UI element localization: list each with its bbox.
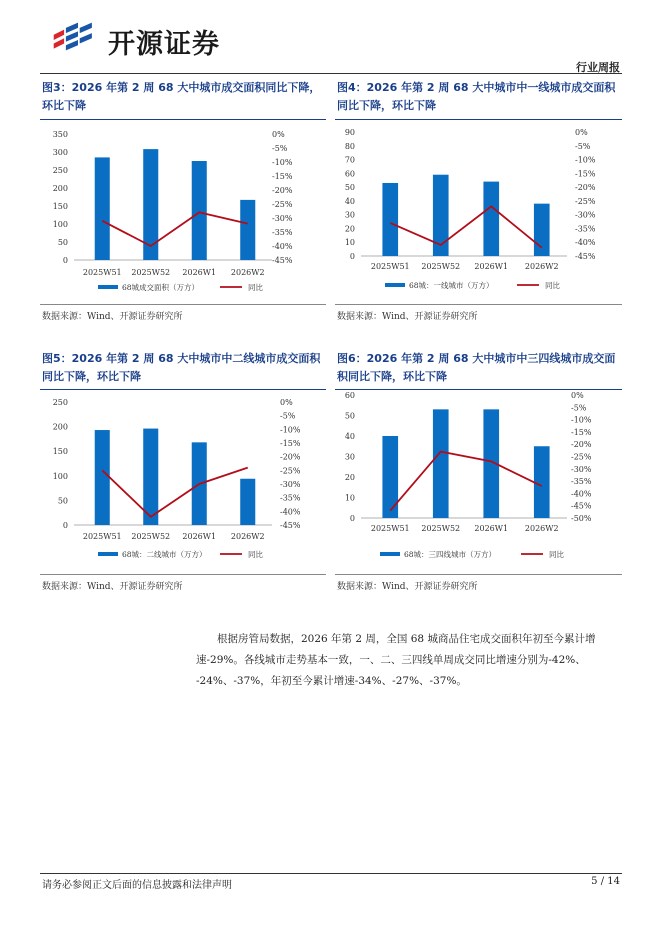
- bar: [95, 157, 110, 260]
- y-tick-label: 40: [344, 196, 355, 206]
- y-tick-label: 50: [57, 496, 68, 506]
- x-tick-label: 2026W2: [230, 532, 265, 541]
- y2-tick-label: -25%: [571, 452, 592, 462]
- y-tick-label: 200: [52, 184, 68, 193]
- x-tick-label: 2025W52: [131, 268, 171, 277]
- x-tick-label: 2025W51: [82, 532, 122, 541]
- y2-tick-label: -50%: [571, 514, 592, 523]
- y-tick-label: 60: [344, 391, 355, 400]
- x-tick-label: 2026W1: [474, 262, 509, 271]
- y2-tick-label: -15%: [272, 172, 293, 181]
- brand-name: 开源证券: [108, 29, 220, 60]
- body-line-3: -24%、-37%，年初至今累计增速-34%、-27%、-37%。: [196, 675, 467, 687]
- y2-tick-label: -15%: [280, 439, 301, 448]
- y-tick-label: 150: [52, 447, 68, 457]
- y2-tick-label: -40%: [272, 242, 293, 251]
- body-line-2: 速-29%。各线城市走势基本一致，一、二、三四线单周成交同比增速分别为-42%、: [196, 654, 586, 666]
- y-tick-label: 30: [344, 452, 355, 462]
- bar: [382, 183, 398, 256]
- figure-5-title: 图5：2026 年第 2 周 68 大中城市中二线城市成交面积同比下降，环比下降: [42, 352, 321, 383]
- header-divider: [40, 73, 622, 74]
- y2-tick-label: -35%: [280, 493, 301, 503]
- x-tick-label: 2025W52: [131, 532, 171, 541]
- y-tick-label: 30: [344, 210, 355, 220]
- bar: [240, 479, 255, 525]
- legend-bar-swatch: [385, 283, 405, 287]
- y-tick-label: 0: [349, 514, 355, 523]
- report-type-label: 行业周报: [576, 61, 620, 74]
- legend-bar-label: 68城成交面积（万方）: [122, 283, 200, 292]
- figure-3-title-rule: [40, 119, 326, 120]
- y-tick-label: 20: [344, 473, 355, 482]
- legend-bar-swatch: [98, 552, 118, 556]
- y2-tick-label: -15%: [571, 427, 592, 437]
- bar: [483, 182, 499, 256]
- brand-logo-icon: [52, 20, 104, 60]
- y2-tick-label: -25%: [575, 196, 596, 206]
- figure-3-title: 图3：2026 年第 2 周 68 大中城市成交面积同比下降，环比下降: [42, 81, 321, 112]
- y-tick-label: 90: [344, 128, 355, 137]
- y-tick-label: 0: [62, 521, 68, 530]
- y2-tick-label: -35%: [575, 224, 596, 234]
- figure-5-source-rule: [40, 574, 326, 575]
- y2-tick-label: -40%: [280, 507, 301, 517]
- figure-4-chart: [335, 122, 622, 302]
- figure-4-title-rule: [335, 119, 622, 120]
- legend-line-label: 同比: [549, 550, 564, 559]
- y-tick-label: 350: [52, 130, 68, 139]
- x-tick-label: 2026W2: [524, 262, 559, 271]
- figure-4-source-rule: [335, 304, 622, 305]
- footer-disclaimer: 请务必参阅正文后面的信息披露和法律声明: [42, 880, 232, 891]
- y2-tick-label: -45%: [571, 501, 592, 511]
- bar: [240, 200, 255, 260]
- y-tick-label: 50: [344, 183, 355, 193]
- y-tick-label: 80: [344, 141, 355, 151]
- y2-tick-label: -25%: [280, 466, 301, 476]
- y2-tick-label: -45%: [272, 256, 293, 265]
- y-tick-label: 40: [344, 432, 355, 441]
- y-tick-label: 250: [52, 166, 68, 175]
- figure-3-chart: [40, 122, 326, 302]
- legend-line-label: 同比: [545, 281, 560, 290]
- x-tick-label: 2026W1: [182, 532, 217, 541]
- bar: [433, 409, 449, 518]
- bar: [192, 161, 207, 260]
- legend-line-label: 同比: [248, 283, 263, 292]
- figure-4-source: 数据来源：Wind、开源证券研究所: [337, 312, 478, 322]
- x-tick-label: 2026W2: [230, 268, 265, 277]
- legend-bar-label: 68城：三四线城市（万方）: [404, 550, 497, 559]
- legend-bar-label: 68城：一线城市（万方）: [409, 281, 494, 290]
- x-tick-label: 2025W52: [421, 262, 461, 271]
- x-tick-label: 2026W1: [182, 268, 217, 277]
- series-line-yoy: [390, 206, 542, 247]
- y-tick-label: 50: [57, 238, 68, 247]
- y-tick-label: 100: [52, 471, 68, 481]
- figure-3-source-rule: [40, 304, 326, 305]
- y-tick-label: 200: [52, 422, 68, 432]
- y2-tick-label: -10%: [280, 425, 301, 435]
- figure-6-chart: [335, 385, 622, 572]
- y2-tick-label: -40%: [575, 238, 596, 248]
- y2-tick-label: -5%: [571, 403, 587, 413]
- y-tick-label: 20: [344, 224, 355, 234]
- figure-5-chart: [40, 392, 326, 572]
- x-tick-label: 2025W51: [370, 262, 410, 271]
- figure-5-source: 数据来源：Wind、开源证券研究所: [42, 582, 183, 592]
- y2-tick-label: -30%: [571, 464, 592, 474]
- y2-tick-label: -20%: [575, 183, 596, 193]
- bar: [534, 446, 550, 518]
- y2-tick-label: -15%: [575, 169, 596, 179]
- y2-tick-label: -25%: [272, 200, 293, 209]
- figure-3-source: 数据来源：Wind、开源证券研究所: [42, 312, 183, 322]
- series-line-yoy: [102, 212, 248, 246]
- bar: [534, 204, 550, 256]
- y2-tick-label: -20%: [272, 186, 293, 195]
- y2-tick-label: -30%: [280, 480, 301, 489]
- y2-tick-label: -40%: [571, 489, 592, 499]
- y-tick-label: 10: [344, 493, 355, 503]
- y2-tick-label: -35%: [571, 477, 592, 487]
- y2-tick-label: 0%: [571, 391, 584, 400]
- x-tick-label: 2025W52: [421, 524, 461, 533]
- y-tick-label: 250: [52, 398, 68, 407]
- body-paragraph: [196, 629, 624, 692]
- y2-tick-label: -10%: [571, 415, 592, 425]
- y2-tick-label: -5%: [575, 141, 591, 151]
- body-line-1: 根据房管局数据，2026 年第 2 周，全国 68 城商品住宅成交面积年初至今累计增: [217, 633, 596, 645]
- y2-tick-label: -45%: [575, 252, 596, 261]
- y-tick-label: 50: [344, 411, 355, 421]
- y-tick-label: 70: [344, 155, 355, 165]
- y2-tick-label: -10%: [575, 155, 596, 165]
- page-number: 5 / 14: [591, 876, 620, 887]
- figure-6-source: 数据来源：Wind、开源证券研究所: [337, 582, 478, 592]
- bar: [95, 430, 110, 525]
- y2-tick-label: 0%: [575, 128, 588, 137]
- series-line-yoy: [390, 452, 542, 511]
- x-tick-label: 2025W51: [82, 268, 122, 277]
- y2-tick-label: -30%: [272, 214, 293, 223]
- bar: [433, 175, 449, 256]
- figure-6-title: 图6：2026 年第 2 周 68 大中城市中三四线城市成交面积同比下降，环比下降: [337, 352, 616, 383]
- y2-tick-label: 0%: [272, 130, 285, 139]
- y-tick-label: 0: [62, 256, 68, 265]
- y2-tick-label: -5%: [272, 144, 288, 153]
- y2-tick-label: -20%: [280, 452, 301, 462]
- legend-bar-swatch: [98, 285, 118, 289]
- y2-tick-label: -10%: [272, 158, 293, 167]
- x-tick-label: 2026W1: [474, 524, 509, 533]
- y2-tick-label: -20%: [571, 440, 592, 450]
- legend-bar-label: 68城：二线城市（万方）: [122, 550, 207, 559]
- y-tick-label: 0: [349, 252, 355, 261]
- y-tick-label: 10: [344, 238, 355, 248]
- y-tick-label: 100: [52, 220, 68, 229]
- x-tick-label: 2026W2: [524, 524, 559, 533]
- y2-tick-label: -5%: [280, 411, 296, 421]
- y-tick-label: 60: [344, 169, 355, 179]
- footer-divider: [40, 873, 622, 874]
- y-tick-label: 300: [52, 148, 68, 157]
- legend-line-label: 同比: [248, 550, 263, 559]
- series-line-yoy: [102, 468, 248, 517]
- y2-tick-label: -45%: [280, 521, 301, 530]
- legend-bar-swatch: [380, 552, 400, 556]
- y2-tick-label: -35%: [272, 228, 293, 237]
- figure-6-source-rule: [335, 574, 622, 575]
- figure-4-title: 图4：2026 年第 2 周 68 大中城市中一线城市成交面积同比下降，环比下降: [337, 81, 616, 112]
- y-tick-label: 150: [52, 202, 68, 211]
- figure-5-title-rule: [40, 389, 326, 390]
- x-tick-label: 2025W51: [370, 524, 410, 533]
- y2-tick-label: -30%: [575, 210, 596, 220]
- bar: [382, 436, 398, 518]
- y2-tick-label: 0%: [280, 398, 293, 407]
